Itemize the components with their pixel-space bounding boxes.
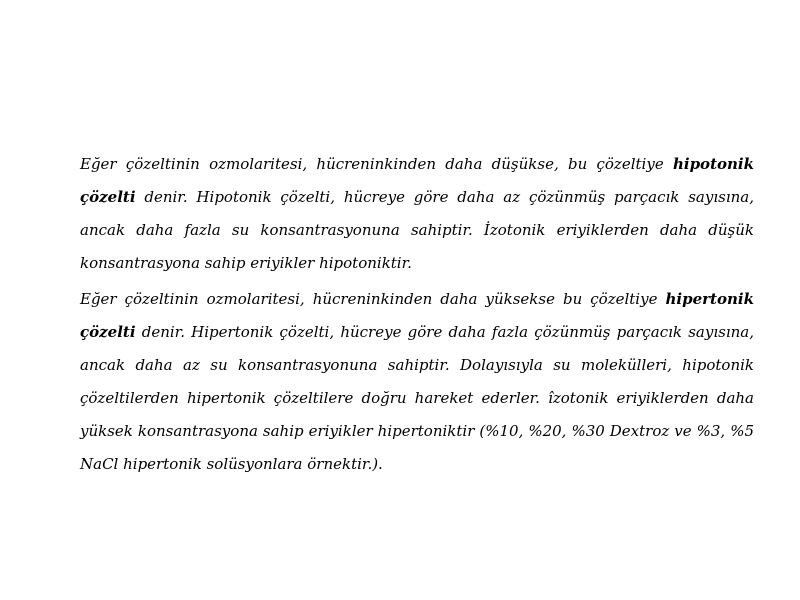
paragraph-lead: Eğer çözeltinin ozmolaritesi, hücreninkinden daha düşükse, bu çözeltiye bbox=[80, 155, 664, 173]
paragraph-lead: Eğer çözeltinin ozmolaritesi, hücreninkinden daha yüksekse bu çözeltiye bbox=[80, 290, 658, 308]
paragraph-body: denir. Hipertonik çözelti, hücreye göre daha fazla çözünmüş parçacık sayısına, ancak daha az su konsantrasyonuna sahiptir. Dolayısıyla su molekülleri, hipotonik çözeltilerden hipertonik çözeltilere doğru hareket ederler. îzotonik eriyiklerden daha yüksek konsantrasyona sahip eriyikler hipertoniktir (%10, %20, %30 Dextroz ve %3, %5 NaCl hipertonik solüsyonlara örnektir.). bbox=[80, 323, 754, 473]
paragraph-hypertonic bbox=[80, 283, 754, 481]
document-page bbox=[80, 148, 754, 481]
paragraph-hypotonic bbox=[80, 148, 754, 280]
paragraph-body: denir. Hipotonik çözelti, hücreye göre daha az çözünmüş parçacık sayısına, ancak daha fazla su konsantrasyonuna sahiptir. İzotonik eriyiklerden daha düşük konsantrasyona sahip eriyikler hipotoniktir. bbox=[80, 188, 754, 272]
term-hypotonic-solution: hipotonik çözelti bbox=[80, 155, 754, 206]
term-hypertonic-solution: hipertonik çözelti bbox=[80, 290, 754, 341]
